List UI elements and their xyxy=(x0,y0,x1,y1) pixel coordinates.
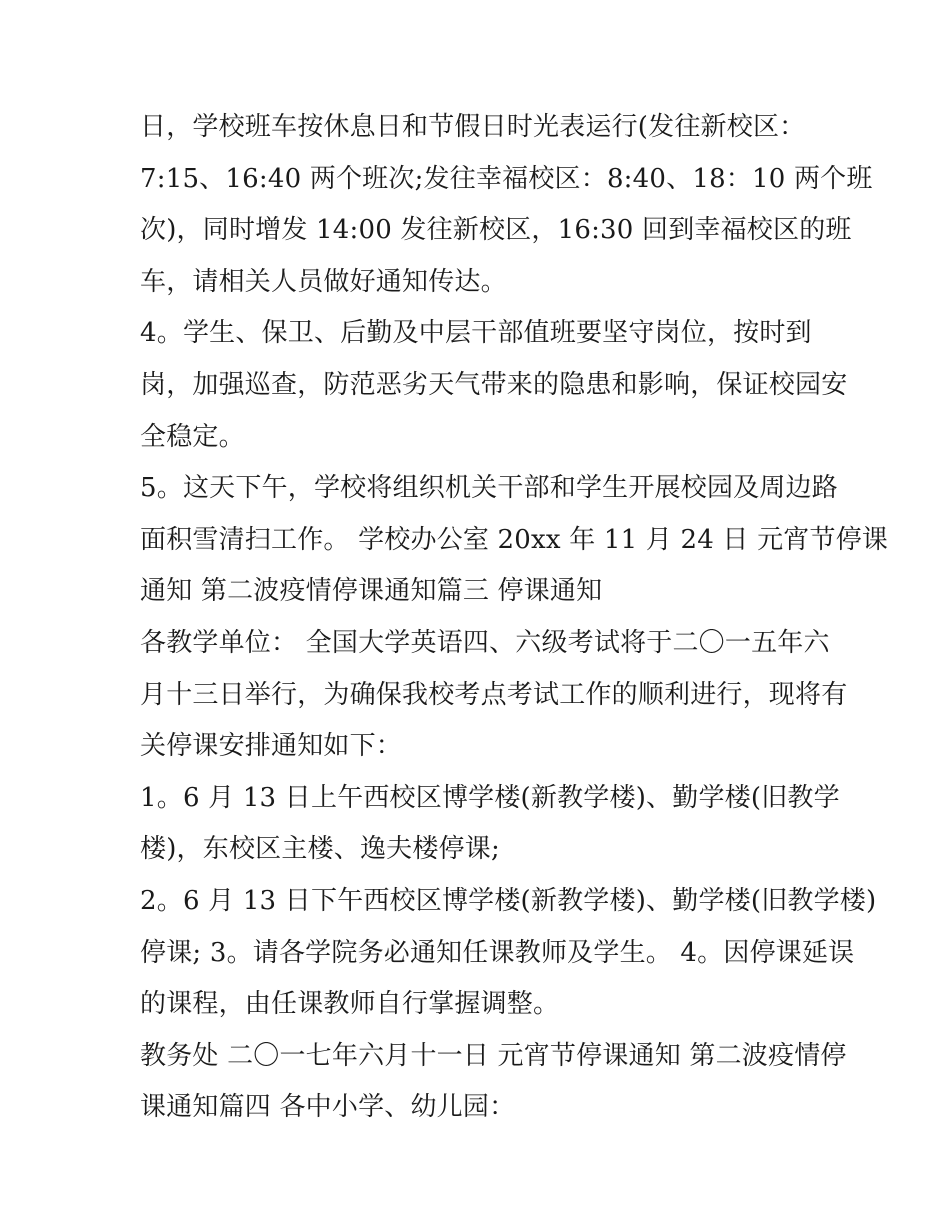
text-line: 关停课安排通知如下： xyxy=(140,731,403,762)
text-line: 楼)，东校区主楼、逸夫楼停课; xyxy=(140,834,500,865)
text-line: 4。学生、保卫、后勤及中层干部值班要坚守岗位，按时到 xyxy=(140,318,812,349)
text-line: 车，请相关人员做好通知传达。 xyxy=(140,266,507,297)
text-line: 通知 第二波疫情停课通知篇三 停课通知 xyxy=(140,576,603,607)
text-line: 岗，加强巡查，防范恶劣天气带来的隐患和影响，保证校园安 xyxy=(140,369,848,400)
text-line: 次)，同时增发 14:00 发往新校区，16:30 回到幸福校区的班 xyxy=(140,215,852,246)
text-line: 日，学校班车按休息日和节假日时光表运行(发往新校区： xyxy=(140,112,806,142)
text-line: 1。6 月 13 日上午西校区博学楼(新教学楼)、勤学楼(旧教学 xyxy=(140,782,840,813)
text-line: 全稳定。 xyxy=(140,421,245,452)
text-line: 5。这天下午，学校将组织机关干部和学生开展校园及周边路 xyxy=(140,473,838,504)
text-line: 各教学单位： 全国大学英语四、六级考试将于二〇一五年六 xyxy=(140,627,830,658)
text-line: 的课程，由任课教师自行掌握调整。 xyxy=(140,989,560,1020)
text-line: 面积雪清扫工作。 学校办公室 20xx 年 11 月 24 日 元宵节停课 xyxy=(140,524,889,555)
text-line: 停课; 3。请各学院务必通知任课教师及学生。 4。因停课延误 xyxy=(140,937,855,968)
text-line: 课通知篇四 各中小学、幼儿园： xyxy=(140,1092,516,1123)
document-body xyxy=(140,102,889,1134)
text-line: 教务处 二〇一七年六月十一日 元宵节停课通知 第二波疫情停 xyxy=(140,1040,847,1071)
text-line: 月十三日举行，为确保我校考点考试工作的顺利进行，现将有 xyxy=(140,679,848,710)
text-line: 7:15、16:40 两个班次;发往幸福校区：8:40、18：10 两个班 xyxy=(140,163,873,194)
text-line: 2。6 月 13 日下午西校区博学楼(新教学楼)、勤学楼(旧教学楼) xyxy=(140,885,877,916)
